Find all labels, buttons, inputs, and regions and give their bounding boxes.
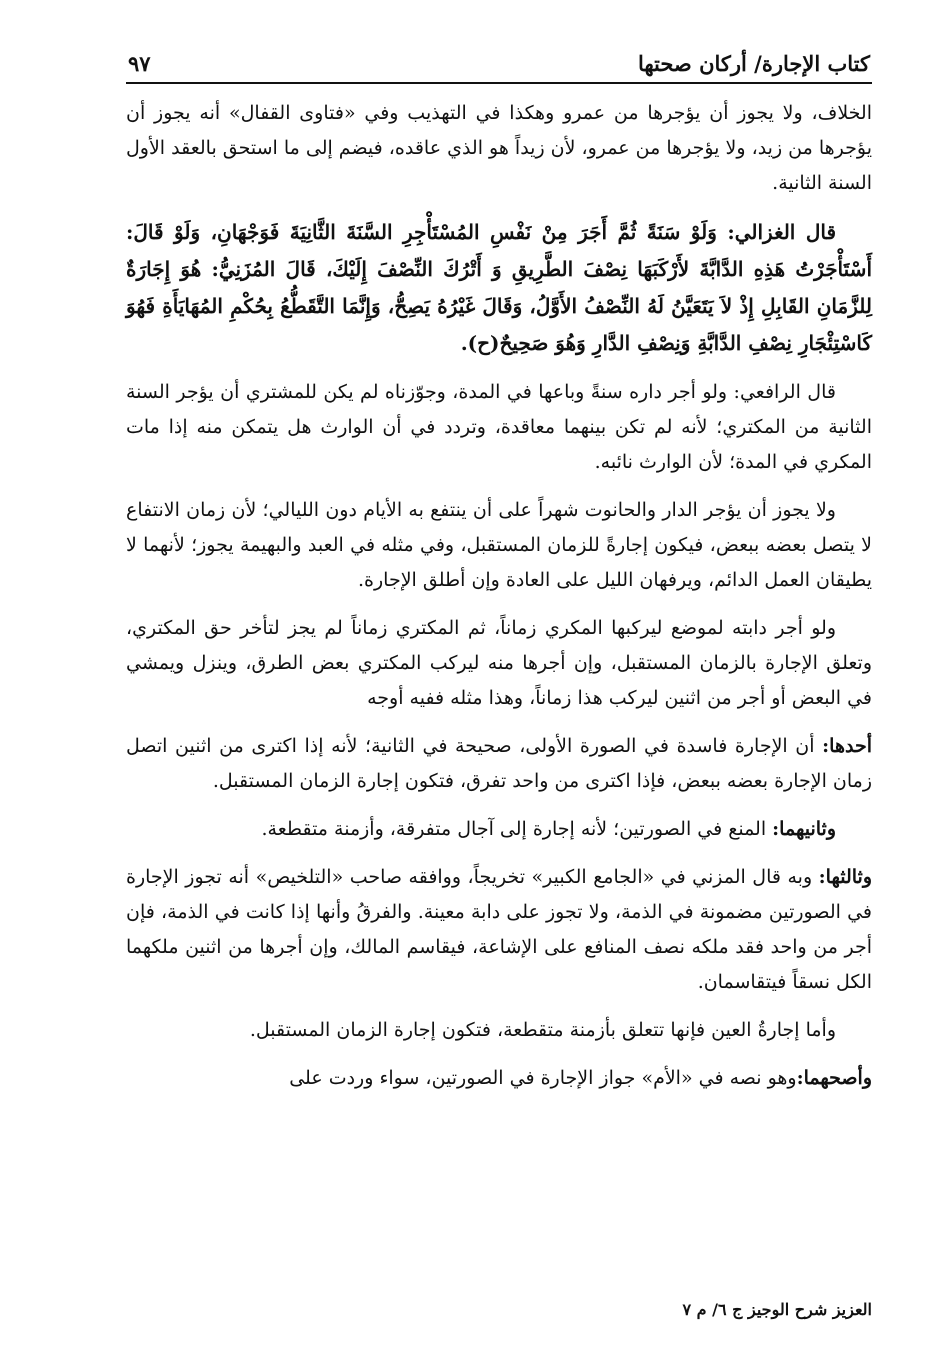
- paragraph-lead: قال الغزالي:: [727, 220, 837, 244]
- header-rule: [126, 82, 872, 84]
- page-body: [126, 96, 872, 1109]
- paragraph-text: وَلَوْ سَنَةً ثُمَّ أَجَرَ مِنْ نَفْسِ المُسْتَأْجِرِ السَّنَةَ الثَّانِيَةَ فَوَجْهَانِ، وَلَوْ قَالَ: أَسْتَأْجَرْتُ هَذِهِ الدَّابَّةَ لأَرْكَبَهَا نِصْفَ الطَّرِيقِ وَ أَتْرُكَ النِّصْفَ إِلَيْكَ، قَالَ المُزَنِيُّ: هُوَ إِجَارَةٌ لِلزَّمَانِ القَابِلِ إِذْ لاَ يَتَعَيَّنُ لَهُ النِّصْفُ الأَوَّلُ، وَقَالَ غَيْرُهُ يَصِحُّ، وَإِنَّمَا التَّقَطُّعُ بِحُكْمِ المُهَايَأَةِ فَهُوَ كَاسْتِئْجَارِ نِصْفِ الدَّابَّةِ وَنِصْفِ الدَّارِ وَهُوَ صَحِيحٌ(ح).: [126, 220, 872, 355]
- page-number: ٩٧: [128, 51, 151, 76]
- signature-footer: العزيز شرح الوجيز ج ٦/ م ٧: [682, 1300, 872, 1319]
- paragraph-text: وبه قال المزني في «الجامع الكبير» تخريجاً، ووافقه صاحب «التلخيص» أنه تجوز الإجارة في الصورتين مضمونة في الذمة، ولا تجوز على دابة معينة. والفرقُ وأنها إذا كانت في الذمة، فإن أجر من واحد فقد ملكه نصف المنافع على الإشاعة، فيقاسم المالك، وإن أجرها من اثنين ملكهما الكل نسقاً فيتقاسمان.: [126, 866, 872, 993]
- running-header: [128, 40, 870, 76]
- paragraph-second-view: [126, 812, 872, 847]
- paragraph-lead: قال الرافعي:: [733, 381, 836, 403]
- paragraph-5: ولو أجر دابته لموضع ليركبها المكري زماناً، ثم المكتري زماناً لم يجز لتأخر حق المكتري، وتعلق الإجارة بالزمان المستقبل، وإن أجرها منه ليركب المكتري بعض الطرق، وينزل ويمشي في البعض أو أجر من اثنين ليركب هذا زماناً، وهذا مثله ففيه أوجه: [126, 617, 872, 709]
- paragraph-first-view: [126, 729, 872, 799]
- paragraph-lead: وثالثها:: [818, 866, 872, 888]
- paragraph-rafii: [126, 375, 872, 480]
- paragraph-ghazali: [126, 214, 872, 362]
- paragraph-lead: وثانيهما:: [772, 818, 836, 840]
- chapter-title: كتاب الإجارة/ أركان صحتها: [637, 51, 870, 76]
- paragraph-1: الخلاف، ولا يجوز أن يؤجرها من عمرو وهكذا في التهذيب وفي «فتاوى القفال» أنه يجوز أن يؤجرها من زيد، ولا يؤجرها من عمرو، لأن زيداً هو الذي عاقده، فيضم إلى ما استحق بالعقد الأول السنة الثانية.: [125, 102, 872, 194]
- paragraph-4: ولا يجوز أن يؤجر الدار والحانوت شهراً على أن ينتفع به الأيام دون الليالي؛ لأن زمان الانتفاع لا يتصل بعضه ببعض، فيكون إجارةً للزمان المستقبل، وفي مثله في العبد والبهيمة يجوز؛ لأنهما لا يطيقان العمل الدائم، ويرفهان الليل على العادة وإن أطلق الإجارة.: [126, 499, 872, 591]
- paragraph-lead: وأصحهما:: [796, 1067, 872, 1089]
- paragraph-9: وأما إجارةُ العين فإنها تتعلق بأزمنة متقطعة، فتكون إجارة الزمان المستقبل.: [249, 1019, 836, 1041]
- paragraph-text: أن الإجارة فاسدة في الصورة الأولى، صحيحة في الثانية؛ لأنه إذا اكترى من اثنين اتصل زمان الإجارة بعضه ببعض، فإذا اكترى من واحد تفرق، فتكون إجارة الزمان المستقبل.: [126, 735, 872, 792]
- paragraph-most-correct: [126, 1061, 872, 1096]
- paragraph-lead: أحدها:: [822, 735, 872, 757]
- paragraph-text: المنع في الصورتين؛ لأنه إجارة إلى آجال متفرقة، وأزمنة متقطعة.: [261, 818, 773, 840]
- paragraph-text: وهو نصه في «الأم» جواز الإجارة في الصورتين، سواء وردت على: [289, 1067, 797, 1089]
- paragraph-text: ولو أجر داره سنةً وباعها في المدة، وجوّزناه لم يكن للمشتري أن يؤجر السنة الثانية من المكتري؛ لأنه لم تكن بينهما معاقدة، وتردد في أن الوارث هل يتمكن منه إذا مات المكري في المدة؛ لأن الوارث نائبه.: [126, 381, 872, 473]
- paragraph-third-view: [126, 860, 872, 1000]
